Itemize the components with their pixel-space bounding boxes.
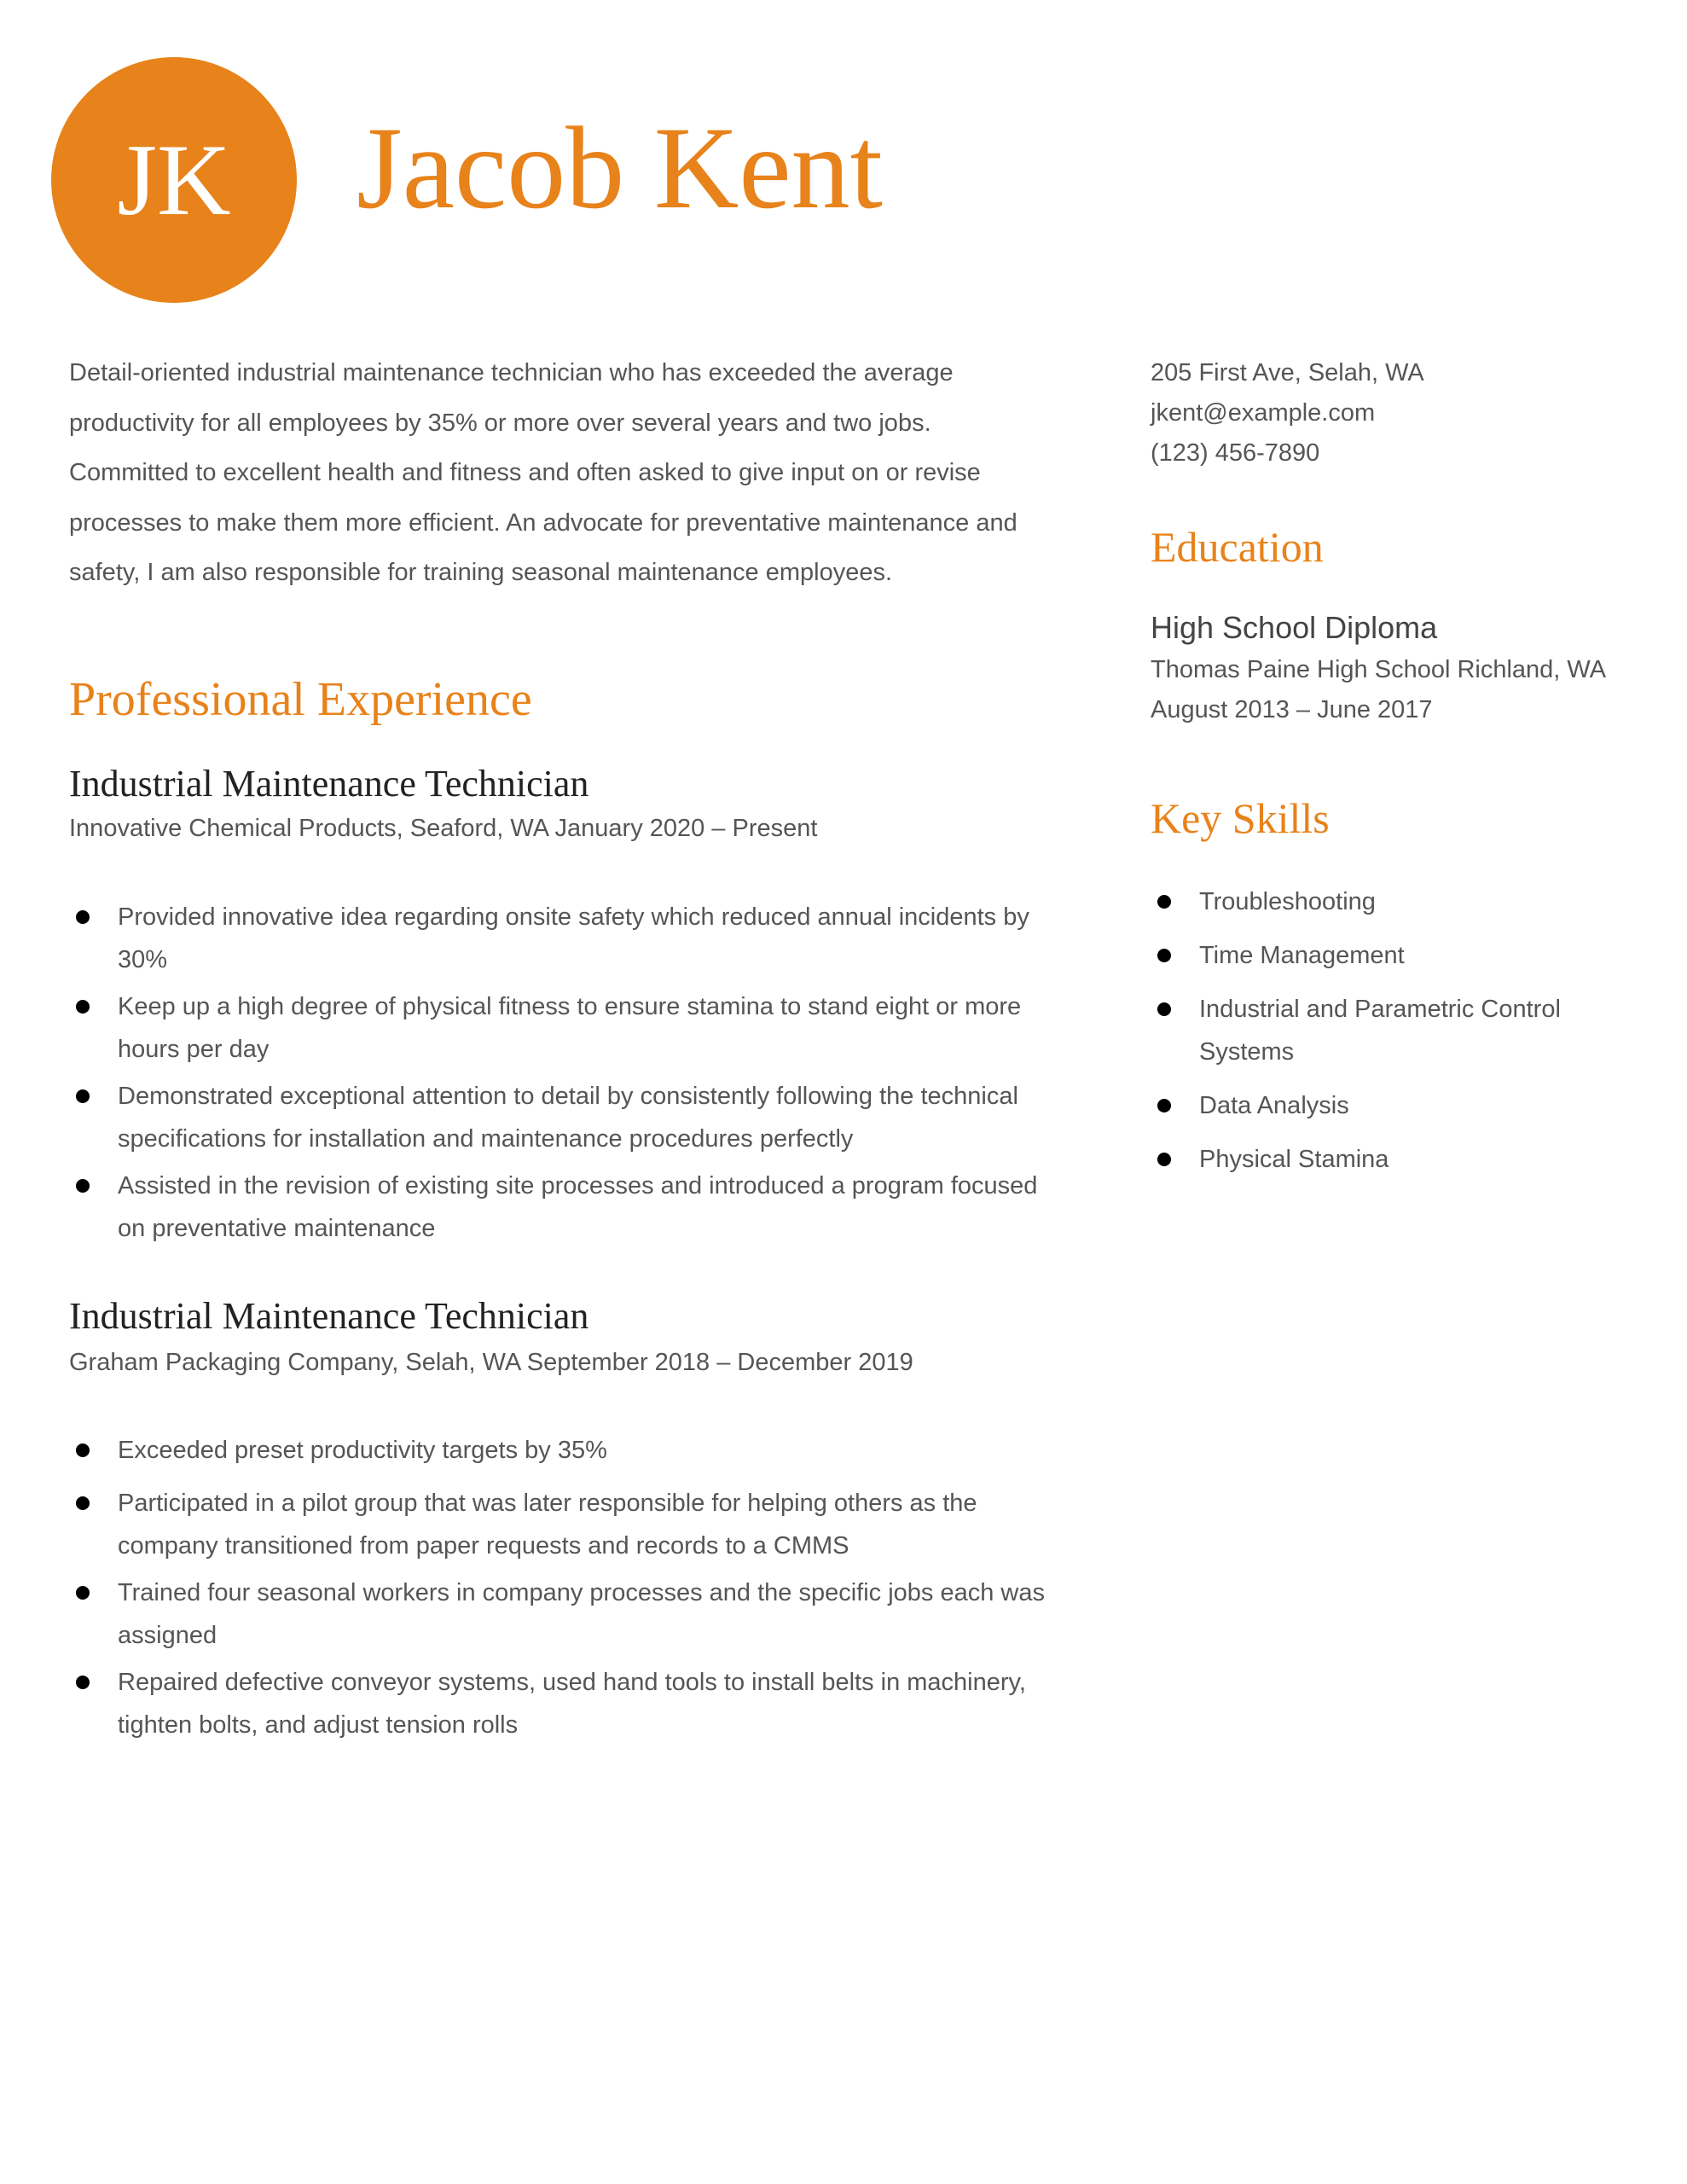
- bullet-icon: [76, 1676, 90, 1689]
- candidate-name: Jacob Kent: [357, 102, 883, 233]
- bullet-icon: [76, 1586, 90, 1600]
- job-bullets: [69, 896, 1058, 1254]
- job-title: Industrial Maintenance Technician: [69, 763, 589, 804]
- bullet-icon: [1157, 895, 1171, 909]
- bullet-icon: [1157, 1099, 1171, 1112]
- bullet-icon: [1157, 1002, 1171, 1016]
- skill-item: Physical Stamina: [1151, 1138, 1628, 1181]
- list-item: Participated in a pilot group that was later responsible for helping others as the company transitioned from paper requests and records to a CMMS: [69, 1482, 1058, 1567]
- bullet-icon: [1157, 949, 1171, 962]
- skill-item: Time Management: [1151, 934, 1628, 977]
- bullet-icon: [76, 1000, 90, 1014]
- education-dates: August 2013 – June 2017: [1151, 696, 1433, 723]
- list-item: Keep up a high degree of physical fitness to ensure stamina to stand eight or more hours per day: [69, 985, 1058, 1071]
- list-item: Provided innovative idea regarding onsite safety which reduced annual incidents by 30%: [69, 896, 1058, 981]
- skill-item: Industrial and Parametric Control Systems: [1151, 988, 1628, 1073]
- contact-address: 205 First Ave, Selah, WA: [1151, 359, 1424, 386]
- bullet-icon: [76, 1496, 90, 1510]
- list-item: Repaired defective conveyor systems, used hand tools to install belts in machinery, tighten bolts, and adjust tension rolls: [69, 1661, 1058, 1746]
- job-title: Industrial Maintenance Technician: [69, 1295, 589, 1337]
- contact-phone: (123) 456-7890: [1151, 439, 1320, 467]
- job-company: Innovative Chemical Products, Seaford, WA January 2020 – Present: [69, 815, 818, 842]
- summary-text: Detail-oriented industrial maintenance technician who has exceeded the average productivity for all employees by 35% or more over several years and two jobs. Committed to excellent health and fitness and often asked to give input on or revise processes to make them more efficient. An advocate for preventative maintenance and safety, I am also responsible for training seasonal maintenance employees.: [69, 359, 1017, 586]
- monogram-initials: JK: [117, 123, 231, 236]
- monogram-avatar: [51, 57, 297, 303]
- education-heading: Education: [1151, 523, 1324, 571]
- job-bullets: [69, 1429, 1058, 1751]
- list-item: Trained four seasonal workers in company processes and the specific jobs each was assigned: [69, 1571, 1058, 1657]
- education-degree: High School Diploma: [1151, 610, 1438, 645]
- bullet-icon: [1157, 1153, 1171, 1166]
- bullet-icon: [76, 1443, 90, 1457]
- list-item: Exceeded preset productivity targets by 35%: [69, 1429, 1058, 1472]
- bullet-icon: [76, 910, 90, 924]
- job-company: Graham Packaging Company, Selah, WA September 2018 – December 2019: [69, 1349, 913, 1376]
- skills-list: [1151, 880, 1628, 1192]
- list-item: Assisted in the revision of existing site processes and introduced a program focused on preventative maintenance: [69, 1165, 1058, 1250]
- education-school: Thomas Paine High School Richland, WA: [1151, 656, 1607, 683]
- skills-heading: Key Skills: [1151, 794, 1330, 842]
- list-item: Demonstrated exceptional attention to detail by consistently following the technical specifications for installation and maintenance procedures perfectly: [69, 1075, 1058, 1160]
- bullet-icon: [76, 1179, 90, 1193]
- contact-email: jkent@example.com: [1151, 399, 1376, 427]
- bullet-icon: [76, 1089, 90, 1103]
- experience-heading: Professional Experience: [69, 673, 532, 726]
- skill-item: Data Analysis: [1151, 1084, 1628, 1127]
- skill-item: Troubleshooting: [1151, 880, 1628, 923]
